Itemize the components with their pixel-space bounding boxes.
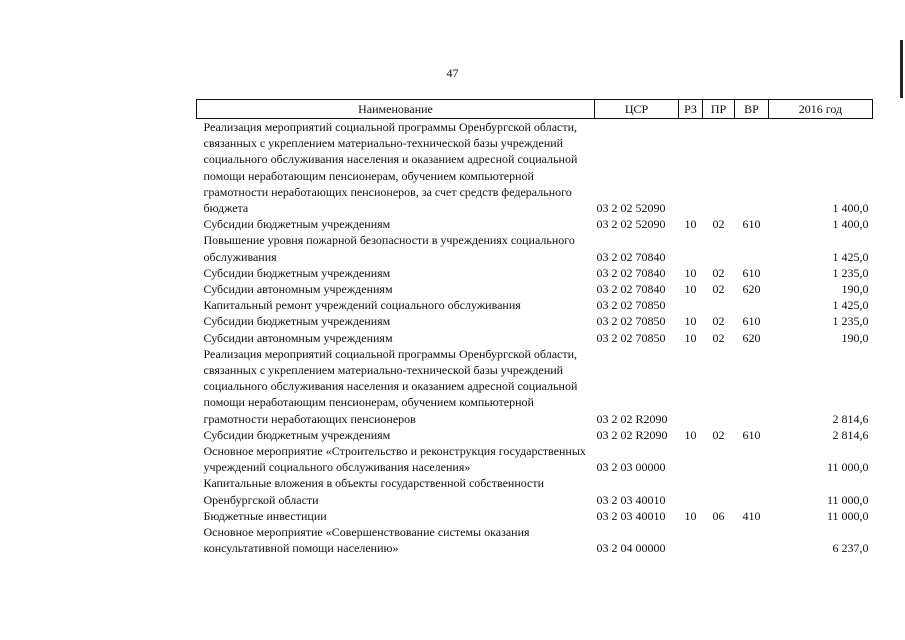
cell-vr: 410 [742,508,761,523]
table-row [197,346,873,427]
cell-rz: 10 [684,508,697,523]
table-row [197,265,873,281]
cell-sum: 1 400,0 [832,217,869,232]
page-number: 47 [446,66,459,80]
budget-table [196,99,873,556]
cell-rz [679,475,703,507]
cell-name: Основное мероприятие «Строительство и реконструкция государственных учреждений социального обслуживания населения» [203,444,586,475]
cell-csr: 03 2 02 R2090 [596,427,668,442]
cell-vr [735,232,769,264]
cell-name: Субсидии бюджетным учреждениям [203,265,391,280]
cell-rz: 10 [684,330,697,345]
cell-sum: 11 000,0 [826,492,869,507]
cell-rz [679,297,703,313]
cell-vr: 620 [742,330,761,345]
cell-csr: 03 2 02 52090 [596,217,666,232]
cell-csr: 03 2 02 70840 [596,282,666,297]
cell-pr [703,119,735,217]
cell-csr: 03 2 03 40010 [596,492,666,507]
cell-rz [679,119,703,217]
cell-vr [735,297,769,313]
cell-pr: 02 [712,282,725,297]
cell-sum: 1 425,0 [832,298,869,313]
cell-pr [703,443,735,475]
table-row [197,232,873,264]
cell-rz [679,443,703,475]
cell-rz: 10 [684,314,697,329]
cell-csr: 03 2 02 70850 [596,330,666,345]
cell-rz: 10 [684,217,697,232]
cell-pr: 02 [712,265,725,280]
cell-csr: 03 2 02 70840 [596,249,666,264]
cell-vr [735,119,769,217]
cell-sum: 1 235,0 [832,265,869,280]
cell-sum: 11 000,0 [826,508,869,523]
table-row [197,475,873,507]
cell-sum: 2 814,6 [832,427,869,442]
cell-name: Субсидии бюджетным учреждениям [203,217,391,232]
cell-sum: 1 425,0 [832,249,869,264]
cell-rz [679,232,703,264]
cell-name: Реализация мероприятий социальной программы Оренбургской области, связанных с укреплением материально-технической базы учреждений социального обслуживания населения и оказанием адресной социальной помощи неработающим пенсионерам, обучением компьютерной грамотности неработающих пенсионеров, за счет средств федерального бюджета [203,120,578,216]
cell-pr [703,524,735,556]
table-row [197,524,873,556]
cell-pr [703,232,735,264]
table-row [197,427,873,443]
cell-vr [735,443,769,475]
cell-name: Субсидии бюджетным учреждениям [203,314,391,329]
header-sum: 2016 год [769,100,873,119]
cell-vr: 610 [742,427,761,442]
cell-name: Реализация мероприятий социальной программы Оренбургской области, связанных с укреплением материально-технической базы учреждений социального обслуживания населения и оказанием адресной социальной помощи неработающим пенсионерам, обучением компьютерной грамотности неработающих пенсионеров [203,346,578,426]
cell-vr: 610 [742,314,761,329]
table-row [197,330,873,346]
table-row [197,119,873,217]
cell-pr [703,297,735,313]
cell-vr: 610 [742,265,761,280]
cell-name: Субсидии бюджетным учреждениям [203,427,391,442]
cell-vr: 610 [742,217,761,232]
cell-rz [679,346,703,427]
cell-csr: 03 2 03 40010 [596,508,666,523]
cell-sum: 1 400,0 [832,201,869,216]
cell-sum: 11 000,0 [826,460,869,475]
cell-sum: 6 237,0 [832,541,869,556]
cell-csr: 03 2 02 52090 [596,201,666,216]
cell-vr [735,475,769,507]
cell-name: Основное мероприятие «Совершенствование системы оказания консультативной помощи населению» [203,525,530,556]
cell-name: Субсидии автономным учреждениям [203,330,393,345]
cell-csr: 03 2 02 70850 [596,298,666,313]
cell-pr: 06 [712,508,725,523]
table-header-row [197,100,873,119]
table-row [197,443,873,475]
cell-pr: 02 [712,427,725,442]
page-edge-mark [900,40,903,98]
cell-sum: 1 235,0 [832,314,869,329]
cell-sum: 2 814,6 [832,411,869,426]
table-row [197,508,873,524]
cell-csr: 03 2 02 70850 [596,314,666,329]
cell-name: Бюджетные инвестиции [203,508,327,523]
cell-sum: 190,0 [841,330,869,345]
cell-name: Повышение уровня пожарной безопасности в учреждениях социального обслуживания [203,233,575,264]
header-vr: ВР [735,100,769,119]
cell-rz: 10 [684,282,697,297]
cell-csr: 03 2 02 R2090 [596,411,668,426]
header-pr: ПР [703,100,735,119]
cell-vr [735,524,769,556]
cell-pr [703,475,735,507]
cell-pr: 02 [712,217,725,232]
cell-csr: 03 2 02 70840 [596,265,666,280]
cell-rz [679,524,703,556]
header-csr: ЦСР [595,100,679,119]
cell-sum: 190,0 [841,282,869,297]
cell-pr: 02 [712,330,725,345]
table-row [197,281,873,297]
cell-name: Субсидии автономным учреждениям [203,282,393,297]
cell-name: Капитальные вложения в объекты государственной собственности Оренбургской области [203,476,545,507]
table-row [197,313,873,329]
table-row [197,216,873,232]
table-row [197,297,873,313]
cell-csr: 03 2 04 00000 [596,541,666,556]
cell-rz: 10 [684,427,697,442]
cell-name: Капитальный ремонт учреждений социального обслуживания [203,298,521,313]
cell-rz: 10 [684,265,697,280]
header-name: Наименование [197,100,595,119]
cell-vr: 620 [742,282,761,297]
cell-pr: 02 [712,314,725,329]
header-rz: РЗ [679,100,703,119]
cell-pr [703,346,735,427]
cell-vr [735,346,769,427]
cell-csr: 03 2 03 00000 [596,460,666,475]
